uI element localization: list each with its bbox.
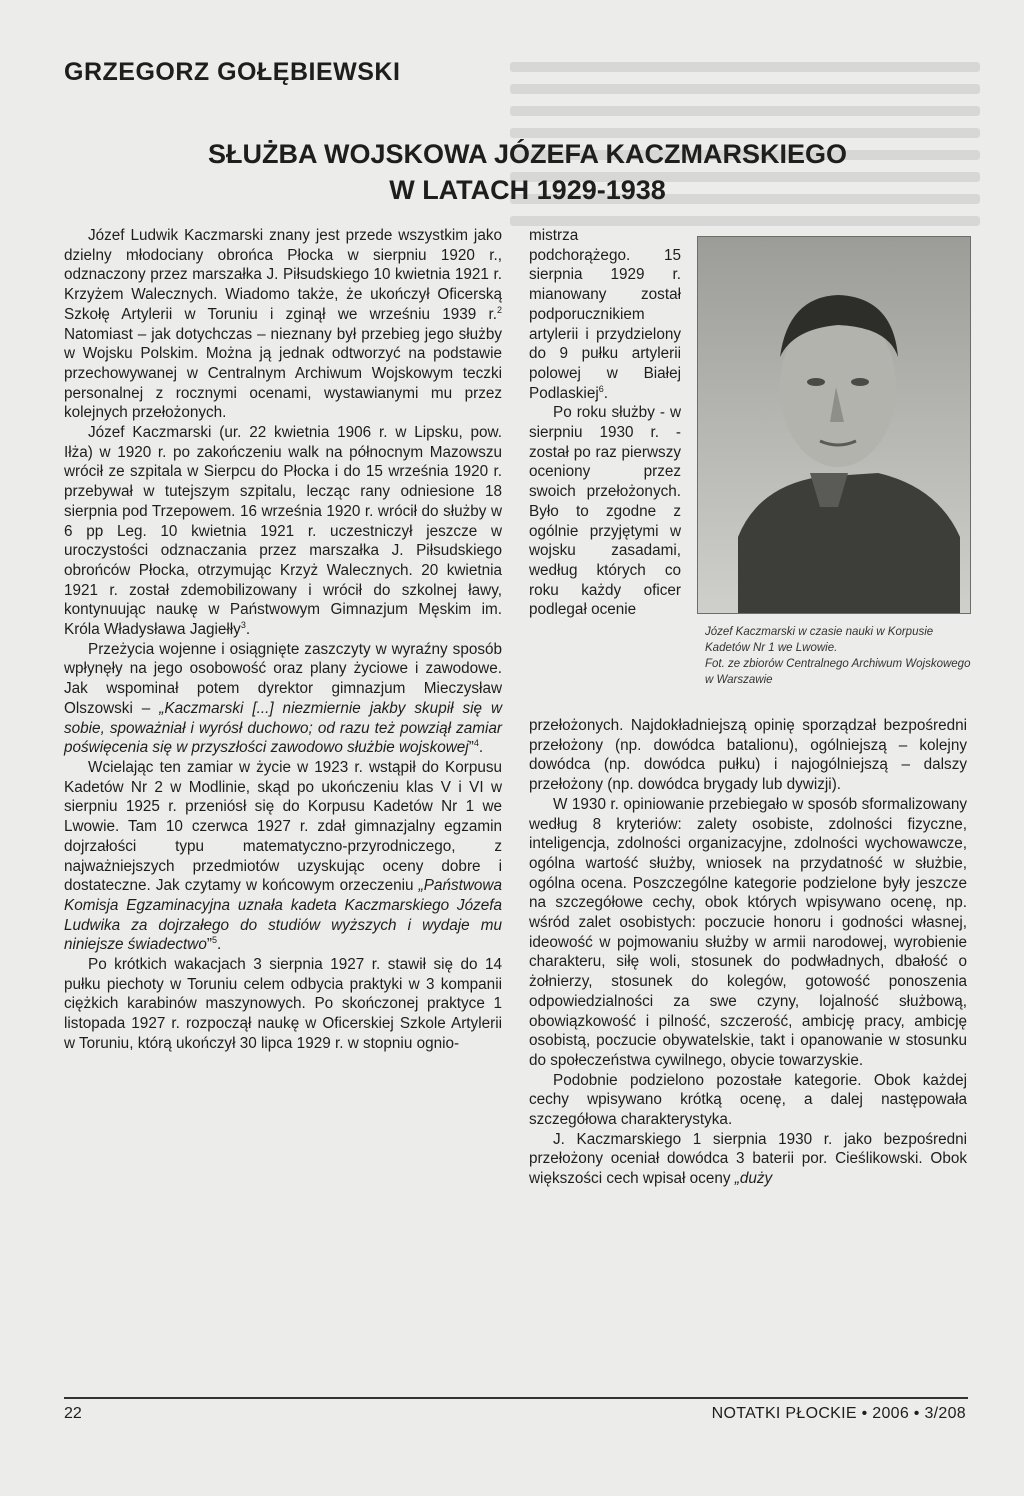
portrait-image — [698, 237, 970, 613]
paragraph: Józef Kaczmarski (ur. 22 kwietnia 1906 r. w Lipsku, pow. Iłża) w 1920 r. po zakończeniu walk na północnym Mazowszu wrócił ze szpitala w Sierpcu do Płocka i do 15 września 1920 r. przebywał w tutejszym szpitalu, lecząc rany odniesione 18 sierpnia pod Trzepowem. 16 września 1920 r. wrócił do służby w 6 pp Leg. 10 kwietnia 1921 r. uczestniczył jeszcze w uroczystości odznaczania przez marszałka J. Piłsudskiego obrońców Płocka, otrzymując Krzyż Walecznych. 20 kwietnia 1921 r. został zdemobilizowany i wrócił do szkolnej ławy, kontynuując naukę w Państwowym Gimnazjum Męskim im. Króla Władysława Jagiełły$^3$. — [64, 424, 502, 639]
photo-caption — [705, 624, 981, 688]
paragraph: W 1930 r. opiniowanie przebiegało w sposób sformalizowany według 8 kryteriów: zalety osobiste, zdolności fizyczne, inteligencja, zdolności organizacyjne, zdolności wychowawcze, ogólna wartość służby, wniosek na przydatność w służbie, ogólna ocena. Poszczególne kategorie podzielone były jeszcze na szczegółowe cechy, obok których wpisywano ocenę, np. wśród zalet osobistych: poczucie honoru i godności własnej, ideowość w pojmowaniu służby w armii narodowej, wyrobienie charakteru, siłę woli, stosunek do podwładnych, dbałość o żołnierzy, stosunek do kolegów, gotowość ponoszenia odpowiedzialności za swe czyny, lojalność służbową, obowiązkowość i pilność, szczerość, ambicję pracy, ambicję osobistą, poczucie obywatelskie, takt i opanowanie w stosunku do społeczeństwa cywilnego, obycie towarzyskie. — [529, 795, 967, 1069]
paragraph: przełożonych. Najdokładniejszą opinię sporządzał bezpośredni przełożony (np. dowódca batalionu), ogólniejszą – kolejny dowódca (np. dowódca pułku) i najogólniejszą – dalszy przełożony (np. dowódca brygady lub dywizji). — [529, 717, 967, 794]
paragraph: Po roku służby - w sierpniu 1930 r. - został po raz pierwszy oceniony przez swoich przełożonych. Było to zgodne z ogólnie przyjętymi w wojsku zasadami, według których co roku każdy oficer podlegał ocenie — [529, 404, 681, 619]
caption-line-1: Józef Kaczmarski w czasie nauki w Korpusie Kadetów Nr 1 we Lwowie. — [705, 626, 934, 654]
right-narrow-column — [529, 226, 681, 620]
quote: „Państwowa Komisja Egzaminacyjna uznała kadeta Kaczmarskiego Józefa Ludwika za dojrzałego do studiów wyższych i wydaje mu niniejsze świadectwo — [64, 877, 502, 954]
footer-rule — [64, 1397, 968, 1399]
paragraph: Po krótkich wakacjach 3 sierpnia 1927 r. stawił się do 14 pułku piechoty w Toruniu celem odbycia praktyki w 3 kompanii ciężkich karabinów maszynowych. Po skończonej praktyce 1 listopada 1927 r. rozpoczął naukę w Oficerskiej Szkole Artylerii w Toruniu, którą ukończył 30 lipca 1929 r. w stopniu ognio- — [64, 956, 502, 1052]
footnote-ref: 6 — [598, 383, 604, 394]
paragraph: Wcielając ten zamiar w życie w 1923 r. wstąpił do Korpusu Kadetów Nr 2 w Modlinie, skąd po ukończeniu klas V i VI w sierpniu 1925 r. przeniósł się do Korpusu Kadetów Nr 1 we Lwowie. Tam 10 czerwca 1927 r. zdał gimnazjalny egzamin dojrzałości typu matematyczno-przyrodniczego, z najważniejszych przedmiotów uzyskując oceny dobre i dostateczne. Jak czytamy w końcowym orzeczeniu „Państwowa Komisja Egzaminacyjna uznała kadeta Kaczmarskiego Józefa Ludwika za dojrzałego do studiów wyższych i wydaje mu niniejsze świadectwo”$^5$. — [64, 758, 502, 954]
paragraph: mistrza podchorążego. 15 sierpnia 1929 r. mianowany został podporucznikiem artylerii i przydzielony do 9 pułku artylerii polowej w Białej Podlaskiej$^6$. — [529, 227, 681, 402]
journal-name: NOTATKI PŁOCKIE • 2006 • 3/208 — [711, 1405, 966, 1422]
footnote-ref: 5 — [211, 935, 217, 946]
article-title — [100, 136, 955, 208]
quote: „Kaczmarski [...] niezmiernie jakby skupił się w sobie, spoważniał i wyrósł duchowo; od razu też powziął zamiar poświęcenia się w przyszłości zawodowo służbie wojskowej — [64, 699, 502, 757]
quote: „duży — [734, 1170, 773, 1188]
footnote-ref: 4 — [473, 738, 479, 749]
paragraph: J. Kaczmarskiego 1 sierpnia 1930 r. jako bezpośredni przełożony oceniał dowódca 3 baterii por. Cieślikowski. Obok większości cech wpisał oceny „duży — [529, 1130, 967, 1188]
caption-line-2: Fot. ze zbiorów Centralnego Archiwum Wojskowego w Warszawie — [705, 658, 971, 686]
paragraph: Przeżycia wojenne i osiągnięte zaszczyty w wyraźny sposób wpłynęły na jego osobowość oraz plany życiowe i zawodowe. Jak wspominał potem dyrektor gimnazjum Mieczysław Olszowski – „Kaczmarski [...] niezmiernie jakby skupił się w sobie, spoważniał i wyrósł duchowo; od razu też powziął zamiar poświęcenia się w przyszłości zawodowo służbie wojskowej”$^4$. — [64, 640, 502, 757]
paragraph: Józef Ludwik Kaczmarski znany jest przede wszystkim jako dzielny młodociany obrońca Płocka w sierpniu 1920 r., odznaczony przez marszałka J. Piłsudskiego 10 kwietnia 1921 r. Krzyżem Walecznych. Wiadomo także, że ukończył Oficerską Szkołę Artylerii w Toruniu i zginął we wrześniu 1939 r.$^2$ Natomiast – jak dotychczas – nieznany był przebieg jego służby w Wojsku Polskim. Można ją jednak odtworzyć na podstawie przechowywanej w Centralnym Archiwum Wojskowym teczki personalnej z rocznymi ocenami, wystawianymi mu przez kolejnych przełożonych. — [64, 227, 502, 422]
page-number: 22 — [64, 1405, 82, 1422]
footnote-ref: 2 — [496, 304, 502, 315]
title-line-1: SŁUŻBA WOJSKOWA JÓZEFA KACZMARSKIEGO — [207, 139, 847, 169]
right-full-column — [529, 716, 967, 1189]
footnote-ref: 3 — [240, 619, 246, 630]
portrait-photo — [697, 236, 971, 614]
left-column — [64, 226, 502, 1054]
title-line-2: W LATACH 1929-1938 — [389, 175, 666, 205]
paragraph: Podobnie podzielono pozostałe kategorie. Obok każdej cechy wpisywano krótką ocenę, a dalej następowała szczegółowa charakterystyka. — [529, 1071, 967, 1129]
author-name: GRZEGORZ GOŁĘBIEWSKI — [64, 58, 401, 86]
